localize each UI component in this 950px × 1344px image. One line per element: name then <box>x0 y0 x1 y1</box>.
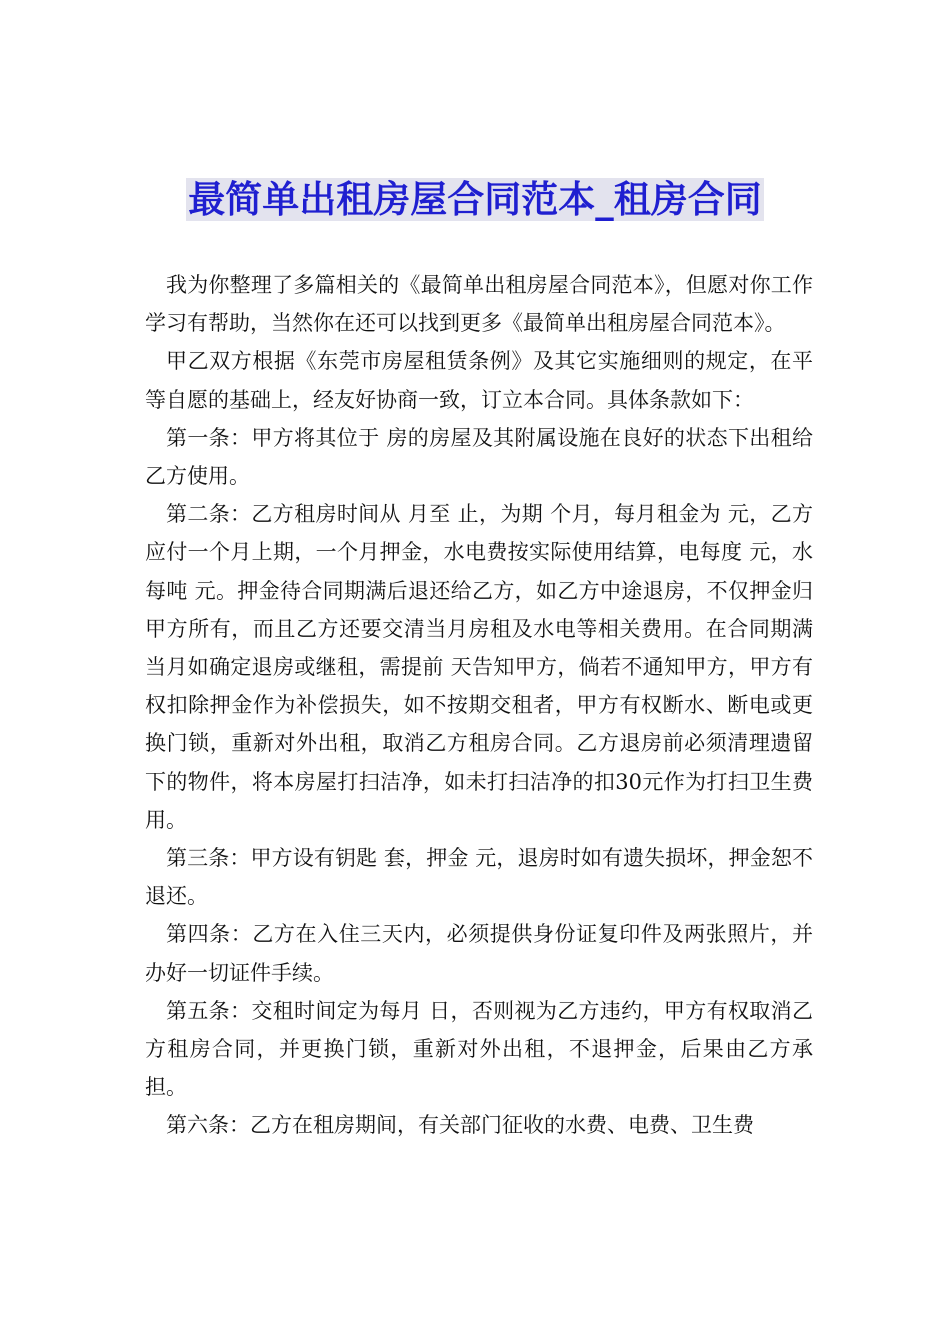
paragraph-article-1: 第一条：甲方将其位于 房的房屋及其附属设施在良好的状态下出租给乙方使用。 <box>145 425 813 489</box>
paragraph-article-5: 第五条：交租时间定为每月 日，否则视为乙方违约，甲方有权取消乙方租房合同，并更换门锁，重新对外出租，不退押金，后果由乙方承担。 <box>145 998 813 1100</box>
paragraph-article-3: 第三条：甲方设有钥匙 套，押金 元，退房时如有遗失损坏，押金恕不退还。 <box>145 846 813 909</box>
document-title-text: 最简单出租房屋合同范本_租房合同 <box>188 178 762 221</box>
paragraph-article-2: 第二条：乙方租房时间从 月至 止，为期 个月，每月租金为 元，乙方应付一个月上期，一个月押金，水电费按实际使用结算，电每度 元，水每吨 元。押金待合同期满后退还给乙方，如乙方中途退房，不仅押金归甲方所有，而且乙方还要交清当月房租及水电等相关费用。在合同期满当月如确定退房或继租，需提前 天告知甲方，倘若不通知甲方，甲方有权扣除押金作为补偿损失，如不按期交租者，甲方有权断水、断电或更换门锁，重新对外出租，取消乙方租房合同。乙方退房前必须清理遗留下的物件，将本房屋打扫洁净，如未打扫洁净的扣30元作为打扫卫生费用。 <box>145 502 813 832</box>
paragraph-intro: 我为你整理了多篇相关的《最简单出租房屋合同范本》，但愿对你工作学习有帮助，当然你在还可以找到更多《最简单出租房屋合同范本》。 <box>145 273 813 336</box>
paragraph-preamble: 甲乙双方根据《东莞市房屋租赁条例》及其它实施细则的规定，在平等自愿的基础上，经友好协商一致，订立本合同。具体条款如下： <box>145 349 813 412</box>
document-title <box>0 172 950 228</box>
paragraph-article-6: 第六条：乙方在租房期间，有关部门征收的水费、电费、卫生费 <box>166 1113 754 1138</box>
document-body <box>145 266 813 1145</box>
paragraph-article-4: 第四条：乙方在入住三天内，必须提供身份证复印件及两张照片，并办好一切证件手续。 <box>145 922 813 985</box>
